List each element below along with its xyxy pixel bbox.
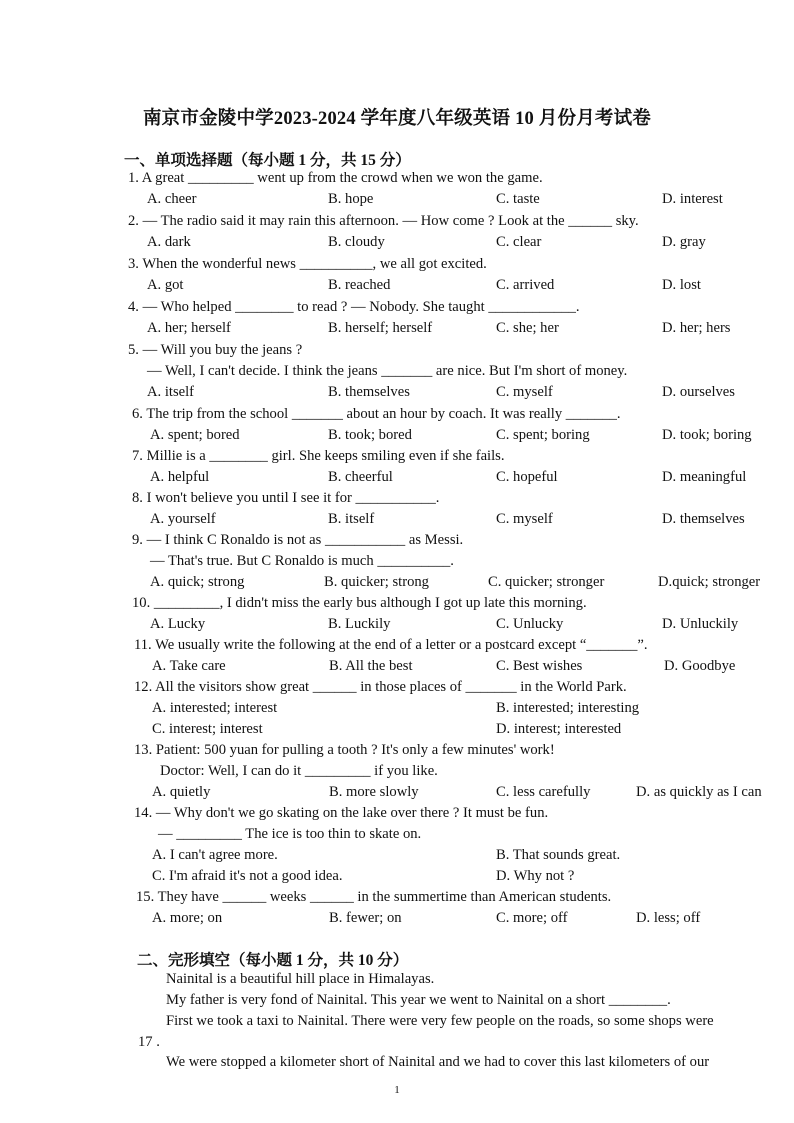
- option-c: C. quicker; stronger: [488, 574, 605, 590]
- question-7-options: [0, 469, 794, 490]
- question-stem-text: 4. — Who helped ________ to read ? — Nobody. She taught ____________.: [128, 299, 580, 315]
- question-8-stem: [0, 490, 794, 511]
- question-1-options: [0, 191, 794, 212]
- question-3-options: [0, 277, 794, 298]
- option-b: B. All the best: [329, 658, 413, 674]
- question-4-stem: [0, 299, 794, 320]
- question-5-stem-2: [0, 363, 794, 384]
- question-8-options: [0, 511, 794, 532]
- question-stem-text: 2. — The radio said it may rain this afternoon. — How come ? Look at the ______ sky.: [128, 213, 639, 229]
- question-14-options-row-1: [0, 847, 794, 868]
- option-a: A. dark: [147, 234, 191, 250]
- option-b: B. That sounds great.: [496, 847, 621, 863]
- question-7-stem: [0, 448, 794, 469]
- option-a: A. itself: [147, 384, 195, 400]
- option-a: A. cheer: [147, 191, 197, 207]
- question-stem-text: 12. All the visitors show great ______ in those places of _______ in the World Park.: [134, 679, 627, 695]
- question-9-options: [0, 574, 794, 595]
- option-d: D. Goodbye: [664, 658, 736, 674]
- section-2-heading: 二、完形填空（每小题 1 分，共 10 分）: [137, 952, 409, 969]
- question-5-stem: [0, 342, 794, 363]
- passage-line: Nainital is a beautiful hill place in Himalayas.: [166, 971, 435, 987]
- option-c: C. clear: [496, 234, 542, 250]
- option-a: A. quietly: [152, 784, 211, 800]
- question-stem-text: 3. When the wonderful news __________, we all got excited.: [128, 256, 487, 272]
- option-b: B. took; bored: [328, 427, 412, 443]
- option-d: D. Unluckily: [662, 616, 739, 632]
- option-b: B. Luckily: [328, 616, 391, 632]
- question-6-options: [0, 427, 794, 448]
- option-d: D. meaningful: [662, 469, 747, 485]
- question-stem-text: 11. We usually write the following at the end of a letter or a postcard except “_______”.: [134, 637, 648, 653]
- page-number: 1: [394, 1084, 400, 1096]
- passage-line: First we took a taxi to Nainital. There were very few people on the roads, so some shops were: [166, 1013, 714, 1029]
- question-10-options: [0, 616, 794, 637]
- question-10-stem: [0, 595, 794, 616]
- option-a: A. Lucky: [150, 616, 206, 632]
- option-b: B. quicker; strong: [324, 574, 429, 590]
- option-c: C. arrived: [496, 277, 555, 293]
- option-b: B. herself; herself: [328, 320, 433, 336]
- question-14-stem-2: [0, 826, 794, 847]
- question-12-stem: [0, 679, 794, 700]
- option-b: B. fewer; on: [329, 910, 402, 926]
- question-stem-text: 14. — Why don't we go skating on the lake over there ? It must be fun.: [134, 805, 549, 821]
- option-c: C. taste: [496, 191, 540, 207]
- option-a: A. quick; strong: [150, 574, 245, 590]
- option-c: C. myself: [496, 384, 553, 400]
- question-stem-text: — _________ The ice is too thin to skate on.: [158, 826, 422, 842]
- question-4-options: [0, 320, 794, 341]
- option-b: B. more slowly: [329, 784, 419, 800]
- option-b: B. interested; interesting: [496, 700, 640, 716]
- option-c: C. less carefully: [496, 784, 591, 800]
- question-stem-text: 10. _________, I didn't miss the early bus although I got up late this morning.: [132, 595, 587, 611]
- question-2-options: [0, 234, 794, 255]
- question-15-options: [0, 910, 794, 931]
- passage-line-blank-17: 17 .: [138, 1034, 160, 1050]
- passage-line: My father is very fond of Nainital. This year we went to Nainital on a short ________.: [166, 992, 671, 1008]
- question-stem-text: 8. I won't believe you until I see it for ___________.: [132, 490, 440, 506]
- option-c: C. hopeful: [496, 469, 558, 485]
- option-a: A. helpful: [150, 469, 210, 485]
- option-d: D. as quickly as I can: [636, 784, 762, 800]
- option-c: C. she; her: [496, 320, 559, 336]
- question-9-stem-2: [0, 553, 794, 574]
- question-stem-text: 13. Patient: 500 yuan for pulling a tooth ? It's only a few minutes' work!: [134, 742, 555, 758]
- exam-title: 南京市金陵中学2023-2024 学年度八年级英语 10 月份月考试卷: [142, 109, 652, 129]
- option-a: A. interested; interest: [152, 700, 278, 716]
- option-a: A. I can't agree more.: [152, 847, 278, 863]
- question-12-options-row-2: [0, 721, 794, 742]
- passage-line: We were stopped a kilometer short of Nainital and we had to cover this last kilometers of our: [166, 1054, 710, 1070]
- option-d: D. ourselves: [662, 384, 735, 400]
- option-b: B. cheerful: [328, 469, 393, 485]
- option-c: C. I'm afraid it's not a good idea.: [152, 868, 343, 884]
- option-d: D. took; boring: [662, 427, 752, 443]
- question-12-options-row-1: [0, 700, 794, 721]
- option-d: D. themselves: [662, 511, 745, 527]
- option-d: D. her; hers: [662, 320, 731, 336]
- question-13-stem-2: [0, 763, 794, 784]
- option-a: A. got: [147, 277, 184, 293]
- question-2-stem: [0, 213, 794, 234]
- option-d: D. Why not ?: [496, 868, 575, 884]
- question-14-options-row-2: [0, 868, 794, 889]
- question-5-options: [0, 384, 794, 405]
- option-c: C. Best wishes: [496, 658, 583, 674]
- option-c: C. Unlucky: [496, 616, 564, 632]
- option-c: C. myself: [496, 511, 553, 527]
- question-stem-text: 5. — Will you buy the jeans ?: [128, 342, 303, 358]
- question-stem-text: — Well, I can't decide. I think the jeans _______ are nice. But I'm short of money.: [147, 363, 628, 379]
- option-d: D.quick; stronger: [658, 574, 761, 590]
- question-6-stem: [0, 406, 794, 427]
- question-1-stem: [0, 170, 794, 191]
- option-b: B. hope: [328, 191, 374, 207]
- option-b: B. themselves: [328, 384, 410, 400]
- option-a: A. Take care: [152, 658, 226, 674]
- option-d: D. less; off: [636, 910, 701, 926]
- question-15-stem: [0, 889, 794, 910]
- question-stem-text: Doctor: Well, I can do it _________ if you like.: [160, 763, 438, 779]
- option-b: B. reached: [328, 277, 391, 293]
- option-c: C. spent; boring: [496, 427, 590, 443]
- option-c: C. interest; interest: [152, 721, 263, 737]
- question-stem-text: 7. Millie is a ________ girl. She keeps smiling even if she fails.: [132, 448, 505, 464]
- option-d: D. gray: [662, 234, 706, 250]
- option-b: B. cloudy: [328, 234, 385, 250]
- option-a: A. spent; bored: [150, 427, 240, 443]
- question-13-stem: [0, 742, 794, 763]
- option-b: B. itself: [328, 511, 375, 527]
- question-9-stem: [0, 532, 794, 553]
- question-11-stem: [0, 637, 794, 658]
- question-13-options: [0, 784, 794, 805]
- option-a: A. yourself: [150, 511, 216, 527]
- question-3-stem: [0, 256, 794, 277]
- question-stem-text: 6. The trip from the school _______ about an hour by coach. It was really _______.: [132, 406, 621, 422]
- option-a: A. her; herself: [147, 320, 231, 336]
- option-d: D. interest; interested: [496, 721, 622, 737]
- question-stem-text: — That's true. But C Ronaldo is much __________.: [150, 553, 454, 569]
- question-11-options: [0, 658, 794, 679]
- option-a: A. more; on: [152, 910, 223, 926]
- question-stem-text: 1. A great _________ went up from the crowd when we won the game.: [128, 170, 543, 186]
- option-d: D. lost: [662, 277, 701, 293]
- question-stem-text: 15. They have ______ weeks ______ in the summertime than American students.: [136, 889, 612, 905]
- question-14-stem: [0, 805, 794, 826]
- option-c: C. more; off: [496, 910, 568, 926]
- section-1-heading: 一、单项选择题（每小题 1 分，共 15 分）: [124, 152, 411, 169]
- question-stem-text: 9. — I think C Ronaldo is not as ___________ as Messi.: [132, 532, 464, 548]
- option-d: D. interest: [662, 191, 723, 207]
